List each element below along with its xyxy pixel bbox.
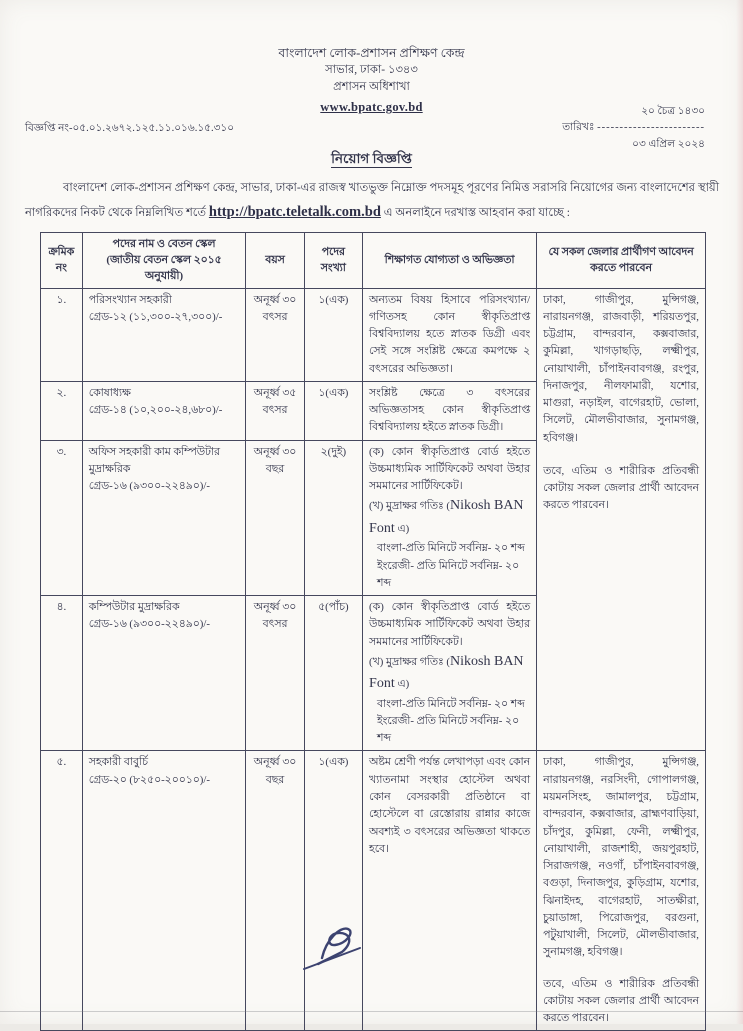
typing-speed-requirement: (খ) মুদ্রাক্ষর গতিঃ (Nikosh BAN Font এ)	[369, 653, 524, 692]
scan-edge-line	[0, 1011, 743, 1012]
row3-qualification: (ক) কোন স্বীকৃতিপ্রাপ্ত বোর্ড হইতে উচ্চমাধ্যমিক সার্টিফিকেট অথবা উহার সমমানের সার্টিফিকেট। (খ) মুদ্রাক্ষর গতিঃ (Nikosh BAN Font এ) বাংলা-প্রতি মিনিটে সর্বনিম্ন- ২০ শব্দ ইংরেজী- প্রতি মিনিটে সর্বনিম্ন- ২০ শব্দ	[363, 440, 537, 595]
typing-speed-requirement: (খ) মুদ্রাক্ষর গতিঃ (Nikosh BAN Font এ)	[369, 498, 524, 536]
date-dotted-line: ------------------------	[597, 122, 705, 134]
districts-row5	[537, 751, 706, 1031]
bangla-date: ২০ চৈত্র ১৪৩০	[641, 106, 705, 117]
row2-count: ১(এক)	[304, 381, 362, 440]
application-url-link[interactable]: http://bpatc.teletalk.com.bd	[208, 204, 381, 221]
row3-serial: ৩.	[41, 440, 83, 595]
row1-serial: ১.	[41, 288, 83, 381]
districts-list: ঢাকা, গাজীপুর, মুন্সিগঞ্জ, নারায়নগঞ্জ, নরসিংদী, গোপালগঞ্জ, ময়মনসিংহ, জামালপুর, চট্টগ্রাম, বান্দরবান, কক্সবাজার, ব্রাহ্মণবাড়িয়া, চাঁদপুর, কুমিল্লা, ফেনী, লক্ষ্মীপুর, নোয়াখালী, রাজশাহী, জয়পুরহাট, সিরাজগঞ্জ, নওগাঁ, চাঁপাইনবাবগঞ্জ, বগুড়া, দিনাজপুর, কুড়িগ্রাম, যশোর, ঝিনাইদহ, বাগেরহাট, সাতক্ষীরা, চুয়াডাঙ্গা, পিরোজপুর, বরগুনা, পটুয়াখালী, সিলেট, মৌলভীবাজার, সুনামগঞ্জ, হবিগঞ্জ।	[543, 756, 699, 959]
row1-post: পরিসংখ্যান সহকারী গ্রেড-১২ (১১,৩০০-২৭,৩০০)/-	[82, 288, 246, 381]
signature-mark	[292, 912, 376, 976]
districts-rows1-4	[537, 288, 706, 751]
row5-qualification: অষ্টম শ্রেণী পর্যন্ত লেখাপড়া এবং কোন খ্যাতনামা সংস্থার হোস্টেল অথবা কোন বেসরকারী প্রতিষ্ঠানে বা হোস্টেলে বা রেস্তোরায় রান্নার কাজে অবশ্যই ৩ বৎসরের অভিজ্ঞতা থাকতে হবে।	[363, 751, 537, 1031]
intro-paragraph	[25, 178, 719, 226]
row2-qualification: সংশ্লিষ্ট ক্ষেত্রে ৩ বৎসরের অভিজ্ঞতাসহ কোন স্বীকৃতিপ্রাপ্ত বিশ্ববিদ্যালয় হইতে স্নাতক ডিগ্রী।	[363, 381, 537, 440]
row2-post: কোষাধ্যক্ষ গ্রেড-১৪ (১০,২০০-২৪,৬৮০)/-	[82, 381, 246, 440]
row1-age: অনূর্ধ্ব ৩০ বৎসর	[246, 288, 304, 381]
districts-list: ঢাকা, গাজীপুর, মুন্সিগঞ্জ, নারায়নগঞ্জ, রাজবাড়ী, শরিয়তপুর, চট্টগ্রাম, বান্দরবান, কক্সবাজার, কুমিল্লা, খাগড়াছড়ি, লক্ষ্মীপুর, নোয়াখালী, চাঁপাইনবাবগঞ্জ, রংপুর, দিনাজপুর, নীলফামারী, যশোর, মাগুরা, নড়াইল, বাগেরহাট, ভোলা, সিলেট, মৌলভীবাজার, সুনামগঞ্জ, হবিগঞ্জ।	[543, 293, 699, 444]
font-name-text: Nikosh BAN Font	[369, 498, 524, 536]
row5-age: অনূর্ধ্ব ৩০ বছর	[246, 751, 304, 1031]
intro-text-before: বাংলাদেশ লোক-প্রশাসন প্রশিক্ষণ কেন্দ্র, সাভার, ঢাকা-এর রাজস্ব খাতভুক্ত নিম্নোক্ত পদসমূহ পূরণের নিমিত্ত সরাসরি নিয়োগের জন্য বাংলাদেশের স্থায়ী নাগরিকদের নিকট থেকে নিম্নলিখিত শর্তে	[25, 182, 719, 220]
gregorian-date: ০৩ এপ্রিল ২০২৪	[632, 138, 705, 150]
header-age: বয়স	[246, 233, 304, 289]
table-row	[41, 288, 706, 381]
row1-qualification: অন্যতম বিষয় হিসাবে পরিসংখ্যান/গণিতসহ কোন স্বীকৃতিপ্রাপ্ত বিশ্ববিদ্যালয় হতে স্নাতক ডিগ্রী এবং সেই সঙ্গে সংশ্লিষ্ট ক্ষেত্রে কমপক্ষে ২ বৎসরের অভিজ্ঞতা।	[363, 288, 537, 381]
row3-post: অফিস সহকারী কাম কম্পিউটার মুদ্রাক্ষরিক গ্রেড-১৬ (৯৩০০-২২৪৯০)/-	[82, 440, 246, 595]
font-name-text: Nikosh BAN Font	[369, 653, 524, 692]
districts-quota-note: তবে, এতিম ও শারীরিক প্রতিবন্ধী কোটায় সকল জেলার প্রার্থী আবেদন করতে পারবেন।	[543, 977, 699, 1025]
org-name: বাংলাদেশ লোক-প্রশাসন প্রশিক্ষণ কেন্দ্র	[278, 46, 465, 60]
row4-qualification: (ক) কোন স্বীকৃতিপ্রাপ্ত বোর্ড হইতে উচ্চমাধ্যমিক সার্টিফিকেট অথবা উহার সমমানের সার্টিফিকেট। (খ) মুদ্রাক্ষর গতিঃ (Nikosh BAN Font এ) বাংলা-প্রতি মিনিটে সর্বনিম্ন- ২০ শব্দ ইংরেজী- প্রতি মিনিটে সর্বনিম্ন- ২০ শব্দ	[363, 596, 537, 751]
table-row	[41, 751, 706, 1031]
row3-age: অনূর্ধ্ব ৩০ বছর	[246, 440, 304, 595]
row2-age: অনূর্ধ্ব ৩৫ বৎসর	[246, 381, 304, 440]
notice-title: নিয়োগ বিজ্ঞপ্তি	[331, 151, 412, 166]
header-districts: যে সকল জেলার প্রার্থীগণ আবেদন করতে পারবেন	[537, 233, 706, 289]
table-header-row	[41, 233, 706, 289]
date-label: তারিখঃ	[562, 122, 598, 134]
districts-quota-note: তবে, এতিম ও শারীরিক প্রতিবন্ধী কোটায় সকল জেলার প্রার্থী আবেদন করতে পারবেন।	[543, 464, 699, 512]
date-block	[562, 104, 705, 153]
header-serial: ক্রমিক নং	[41, 233, 83, 289]
intro-text-after: এ অনলাইনে দরখাস্ত আহবান করা যাচ্ছে :	[380, 207, 570, 220]
memo-number: বিজ্ঞপ্তি নং-০৫.০১.২৬৭২.১২৫.১১.০১৬.১৫.৩১০	[25, 123, 235, 134]
row4-serial: ৪.	[41, 596, 83, 751]
row5-post: সহকারী বাবুর্চি গ্রেড-২০ (৮২৫০-২০০১০)/-	[82, 751, 246, 1031]
org-website-link[interactable]: www.bpatc.gov.bd	[320, 100, 423, 115]
row5-count: ১(এক)	[304, 751, 362, 1031]
org-branch: প্রশাসন অধিশাখা	[333, 80, 410, 93]
header-qualification: শিক্ষাগত যোগ্যতা ও অভিজ্ঞতা	[363, 233, 537, 289]
header-count: পদের সংখ্যা	[304, 233, 362, 289]
date-line	[562, 120, 705, 136]
header-post: পদের নাম ও বেতন স্কেল (জাতীয় বেতন স্কেল ২০১৫ অনুযায়ী)	[82, 233, 246, 289]
row4-age: অনূর্ধ্ব ৩০ বৎসর	[246, 596, 304, 751]
row2-serial: ২.	[41, 381, 83, 440]
row4-count: ৫(পাঁচ)	[304, 596, 362, 751]
row5-serial: ৫.	[41, 751, 83, 1031]
org-address: সাভার, ঢাকা- ১৩৪৩	[325, 64, 418, 77]
row1-count: ১(এক)	[304, 288, 362, 381]
row4-post: কম্পিউটার মুদ্রাক্ষরিক গ্রেড-১৬ (৯৩০০-২২৪৯০)/-	[82, 596, 246, 751]
row3-count: ২(দুই)	[304, 440, 362, 595]
